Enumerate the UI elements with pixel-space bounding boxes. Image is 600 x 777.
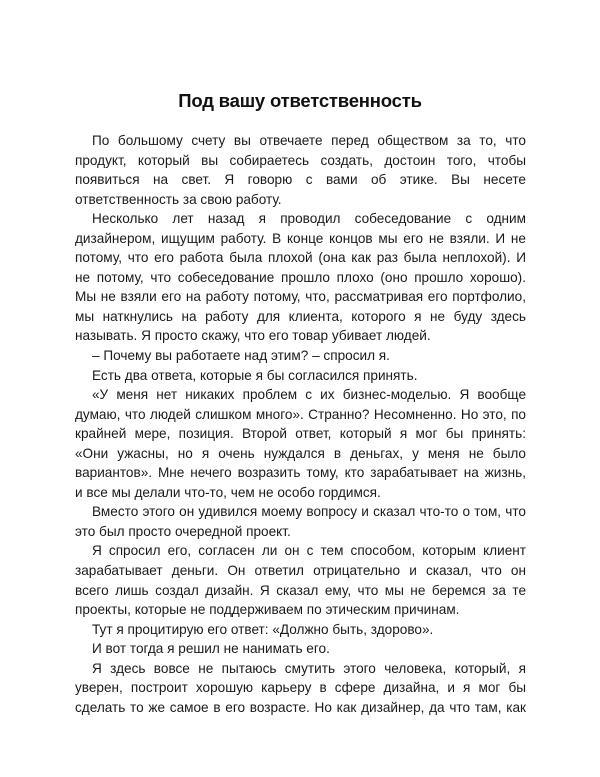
paragraph xyxy=(75,131,526,209)
text-line: И вот тогда я решил не нанимать его. xyxy=(92,641,330,657)
paragraph xyxy=(75,346,526,366)
text-line: продукт, который вы собираетесь создать, достоин того, чтобы xyxy=(75,152,526,168)
text-line: сделать то же самое в его возрасте. Но как дизайнер, да что там, как xyxy=(75,699,526,715)
text-line: крайней мере, позиция. Второй ответ, который я мог бы принять: xyxy=(75,426,526,442)
text-line: Тут я процитирую его ответ: «Должно быть, здорово». xyxy=(92,621,434,637)
paragraph xyxy=(75,659,526,718)
paragraph xyxy=(75,639,526,659)
text-line: появиться на свет. Я говорю с вами об этике. Вы несете xyxy=(75,172,526,188)
text-line: По большому счету вы отвечаете перед обществом за то, что xyxy=(92,133,526,148)
body-text xyxy=(75,131,526,717)
text-line: не потому, что собеседование прошло плохо (оно прошло хорошо). xyxy=(75,269,526,285)
text-line: – Почему вы работаете над этим? – спросил я. xyxy=(92,348,390,364)
text-line: потому, что его работа была плохой (она как раз была неплохой). И xyxy=(75,250,526,266)
text-line: зарабатывает деньги. Он ответил отрицательно и сказал, что он xyxy=(75,563,526,579)
text-line: «У меня нет никаких проблем с их бизнес-моделью. Я вообще xyxy=(92,387,526,403)
text-line: называть. Я просто скажу, что его товар убивает людей. xyxy=(75,328,431,344)
text-line: Несколько лет назад я проводил собеседование с одним xyxy=(92,211,526,227)
paragraph xyxy=(75,385,526,502)
paragraph xyxy=(75,502,526,541)
text-line: Вместо этого он удивился моему вопросу и сказал что-то о том, что xyxy=(92,504,526,520)
page-title: Под вашу ответственность xyxy=(178,90,422,111)
text-line: ответственность за свою работу. xyxy=(75,191,282,207)
text-line: уверен, построит хорошую карьеру в сфере дизайна, и я мог бы xyxy=(75,680,526,696)
text-line: думаю, что людей слишком много». Странно? Несомненно. Но это, по xyxy=(75,406,526,422)
text-line: Я спросил его, согласен ли он с тем способом, которым клиент xyxy=(92,543,526,559)
text-line: вариантов». Мне нечего возразить тому, кто зарабатывает на жизнь, xyxy=(75,465,526,481)
text-line: дизайнером, ищущим работу. В конце концов мы его не взяли. И не xyxy=(75,230,526,246)
paragraph xyxy=(75,620,526,640)
text-line: Мы не взяли его на работу потому, что, рассматривая его портфолио, xyxy=(75,289,526,305)
text-line: всего лишь создал дизайн. Я сказал ему, что мы не беремся за те xyxy=(75,582,526,598)
paragraph xyxy=(75,366,526,386)
text-line: это был просто очередной проект. xyxy=(75,523,291,539)
text-line: «Они ужасны, но я очень нуждался в деньгах, у меня не было xyxy=(75,445,526,461)
text-line: и все мы делали что-то, чем не особо гордимся. xyxy=(75,484,381,500)
text-line: мы наткнулись на работу для клиента, которого я не буду здесь xyxy=(75,308,526,324)
paragraph xyxy=(75,209,526,346)
text-line: проекты, которые не поддерживаем по этическим причинам. xyxy=(75,602,460,618)
text-line: Есть два ответа, которые я бы согласился принять. xyxy=(92,367,418,383)
text-line: Я здесь вовсе не пытаюсь смутить этого человека, который, я xyxy=(92,660,526,676)
paragraph xyxy=(75,541,526,619)
